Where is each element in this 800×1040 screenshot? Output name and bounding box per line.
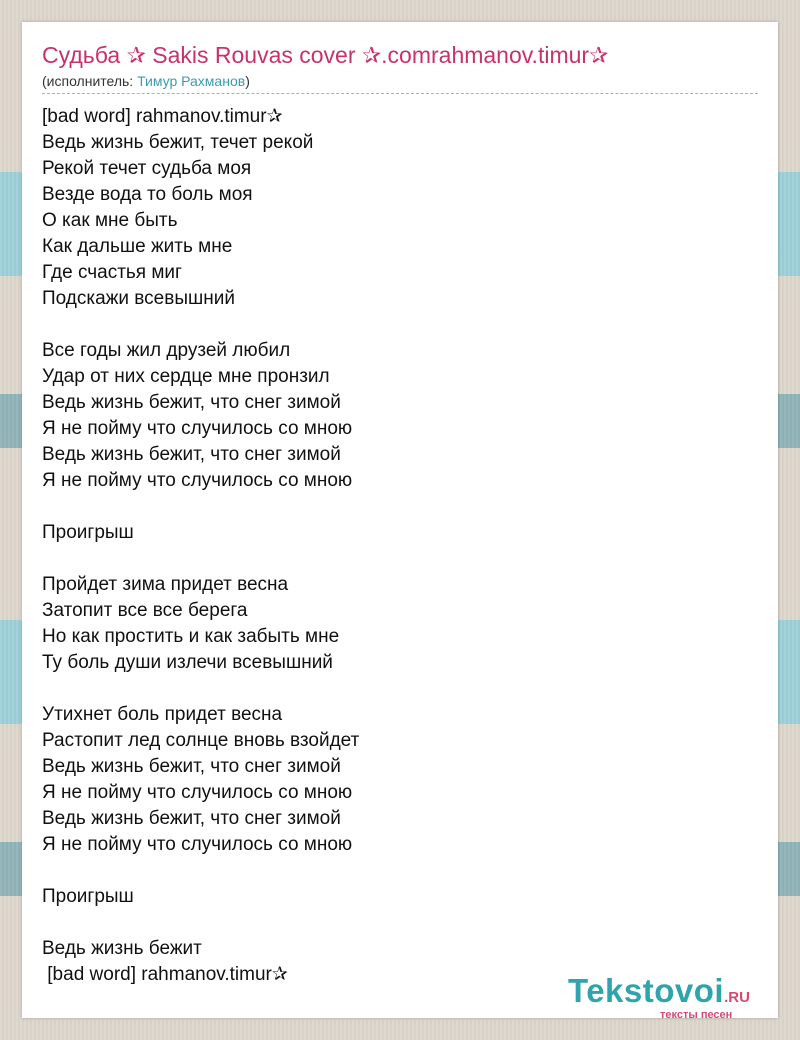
lyrics-text: [42, 104, 359, 988]
lyric-line: Ведь жизнь бежит, что снег зимой: [42, 756, 341, 777]
lyric-line: Рекой течет судьба моя: [42, 158, 252, 179]
lyric-line: Затопит все все берега: [42, 600, 248, 621]
lyric-line: [42, 910, 359, 936]
lyric-line: Я не пойму что случилось со мною: [42, 418, 353, 439]
lyric-line: [42, 676, 359, 702]
performer-line: [42, 73, 250, 89]
lyric-line: Я не пойму что случилось со мною: [42, 782, 353, 803]
lyric-line: Где счастья миг: [42, 262, 182, 283]
lyric-line: Растопит лед солнце вновь взойдет: [42, 730, 360, 751]
lyric-line: Удар от них сердце мне пронзил: [42, 366, 330, 387]
lyric-line: Пройдет зима придет весна: [42, 574, 289, 595]
lyric-line: Ведь жизнь бежит, что снег зимой: [42, 444, 341, 465]
lyric-line: Везде вода то боль моя: [42, 184, 253, 205]
lyric-line: Ведь жизнь бежит, что снег зимой: [42, 808, 341, 829]
lyric-line: Ту боль души излечи всевышний: [42, 652, 333, 673]
lyrics-card: [22, 22, 778, 1021]
lyric-line: Ведь жизнь бежит, течет рекой: [42, 132, 314, 153]
lyric-line: Как дальше жить мне: [42, 236, 233, 257]
lyric-line: Проигрыш: [42, 886, 134, 907]
lyric-line: Утихнет боль придет весна: [42, 704, 283, 725]
lyric-line: [42, 312, 359, 338]
lyric-line: Все годы жил друзей любил: [42, 340, 291, 361]
lyric-line: Подскажи всевышний: [42, 288, 235, 309]
song-title: Судьба ✰ Sakis Rouvas cover ✰.comrahmanov.timur✰: [42, 42, 609, 68]
lyric-line: [42, 494, 359, 520]
lyric-line: Проигрыш: [42, 522, 134, 543]
logo-tagline: тексты песен: [660, 1009, 733, 1021]
lyric-line: Я не пойму что случилось со мною: [42, 834, 353, 855]
logo-tld: .RU: [724, 989, 750, 1006]
site-logo[interactable]: [568, 972, 750, 1021]
performer-prefix: (исполнитель:: [42, 73, 138, 89]
performer-suffix: ): [245, 73, 250, 89]
lyric-line: [42, 858, 359, 884]
title-divider: [42, 93, 758, 94]
performer-link[interactable]: Тимур Рахманов: [137, 73, 246, 89]
lyric-line: Но как простить и как забыть мне: [42, 626, 340, 647]
lyric-line: [bad word] rahmanov.timur✰: [42, 106, 283, 127]
lyric-line: О как мне быть: [42, 210, 178, 231]
lyric-line: [42, 546, 359, 572]
lyric-line: Ведь жизнь бежит, что снег зимой: [42, 392, 341, 413]
lyric-line: Ведь жизнь бежит: [42, 938, 202, 959]
lyric-line: [bad word] rahmanov.timur✰: [42, 964, 288, 985]
logo-brand: Tekstovoi: [568, 972, 725, 1009]
lyric-line: Я не пойму что случилось со мною: [42, 470, 353, 491]
